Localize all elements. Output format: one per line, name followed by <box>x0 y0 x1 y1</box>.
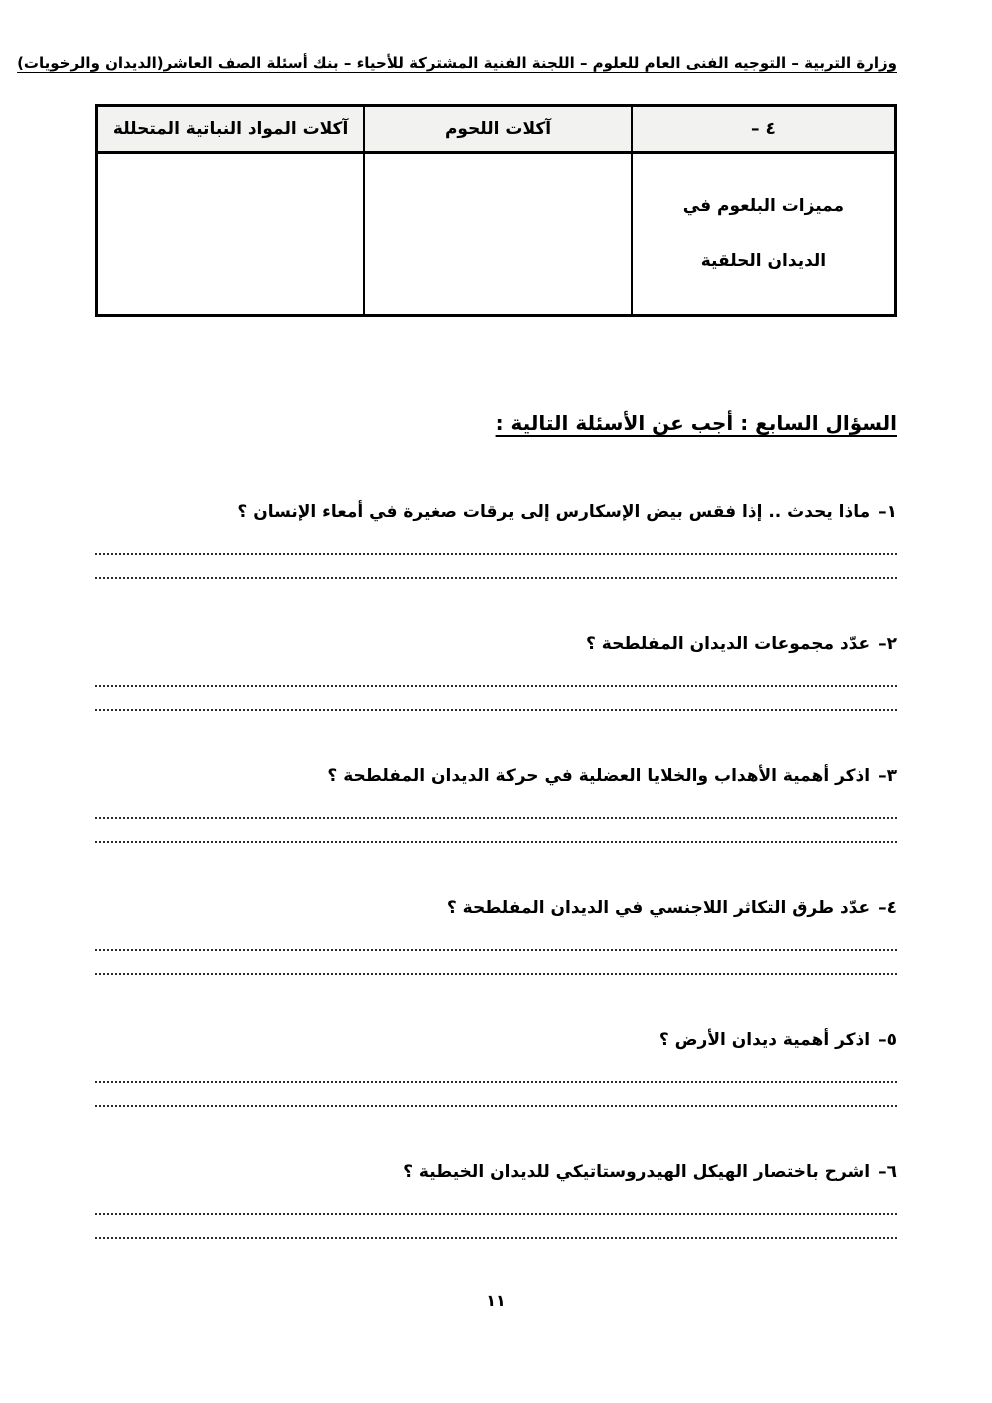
question-body: اذكر أهمية الأهداب والخلايا العضلية في حركة الديدان المفلطحة ؟ <box>327 766 871 786</box>
answer-line <box>95 951 897 975</box>
question-text <box>95 1155 897 1189</box>
table-cell-empty-1 <box>364 153 632 316</box>
question-6 <box>95 1155 897 1239</box>
question-text <box>95 891 897 925</box>
question-number: ٤– <box>878 898 897 918</box>
question-body: عدّد طرق التكاثر اللاجنسي في الديدان المفلطحة ؟ <box>446 898 871 918</box>
answer-line <box>95 795 897 819</box>
answer-line <box>95 1215 897 1239</box>
question-2 <box>95 627 897 711</box>
table-header-item-number: ٤ – <box>632 106 896 153</box>
question-body: اشرح باختصار الهيكل الهيدروستاتيكي للديدان الخيطية ؟ <box>403 1162 871 1182</box>
question-text <box>95 759 897 793</box>
question-4 <box>95 891 897 975</box>
answer-line <box>95 663 897 687</box>
question-text <box>95 1023 897 1057</box>
answer-line <box>95 927 897 951</box>
answer-line <box>95 1083 897 1107</box>
page-number: ١١ <box>486 1291 506 1310</box>
question-5 <box>95 1023 897 1107</box>
answer-line <box>95 819 897 843</box>
answer-line <box>95 1059 897 1083</box>
question-text <box>95 627 897 661</box>
table-row <box>97 153 896 316</box>
document-header: وزارة التربية – التوجيه الفنى العام للعلوم – اللجنة الفنية المشتركة للأحياء – بنك أسئلة الصف العاشر(الديدان والرخويات) <box>17 54 897 72</box>
answer-line <box>95 555 897 579</box>
table-cell-empty-2 <box>97 153 365 316</box>
comparison-table <box>95 104 897 317</box>
answer-line <box>95 1191 897 1215</box>
question-3 <box>95 759 897 843</box>
question-text <box>95 495 897 529</box>
table-cell-row-label: مميزات البلعوم في الديدان الحلقية <box>632 153 896 316</box>
table-header-meat-eaters: آكلات اللحوم <box>364 106 632 153</box>
question-1 <box>95 495 897 579</box>
table-header-row <box>97 106 896 153</box>
answer-line <box>95 687 897 711</box>
table-header-decayed-plant-eaters: آكلات المواد النباتية المتحللة <box>97 106 365 153</box>
question-number: ٣– <box>878 766 897 786</box>
answer-line <box>95 531 897 555</box>
question-body: اذكر أهمية ديدان الأرض ؟ <box>658 1030 871 1050</box>
questions-list <box>95 495 897 1239</box>
question-body: عدّد مجموعات الديدان المفلطحة ؟ <box>586 634 871 654</box>
question-body: ماذا يحدث .. إذا فقس بيض الإسكارس إلى يرقات صغيرة في أمعاء الإنسان ؟ <box>237 502 871 522</box>
question-number: ٦– <box>878 1162 897 1182</box>
question-number: ١– <box>878 502 897 522</box>
question-number: ٥– <box>878 1030 897 1050</box>
question-number: ٢– <box>878 634 897 654</box>
section-title: السؤال السابع : أجب عن الأسئلة التالية : <box>495 411 897 435</box>
